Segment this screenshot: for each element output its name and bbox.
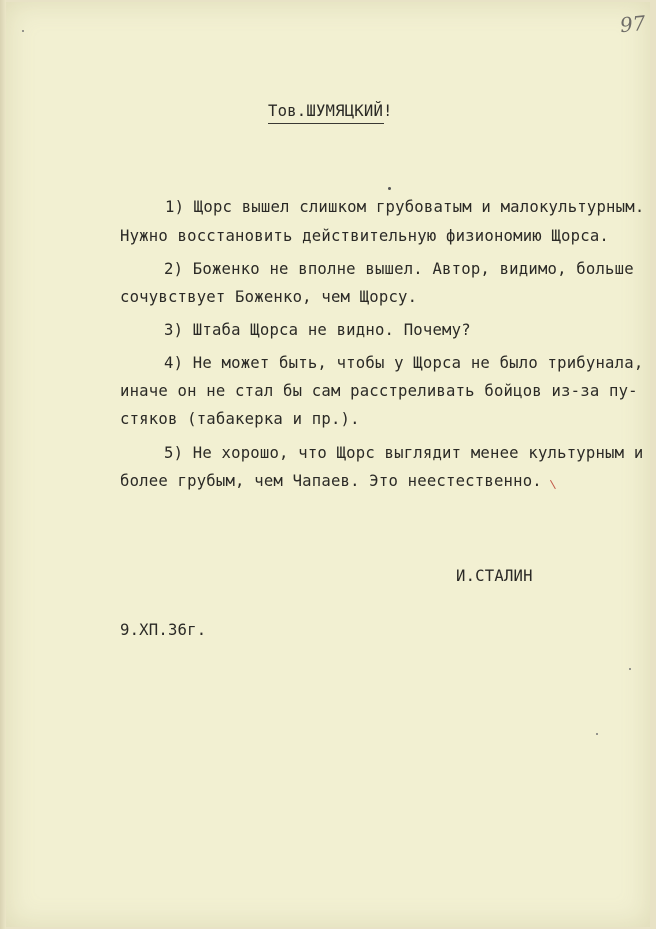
salutation: Тов.ШУМЯЦКИЙ! [268, 102, 393, 120]
point-1-line-2: Нужно восстановить действительную физиономию Щорса. [120, 227, 609, 245]
salutation-underline [268, 123, 384, 124]
point-5-line-2: более грубым, чем Чапаев. Это неестественно. [120, 472, 542, 490]
paper-speck [629, 668, 631, 670]
point-4-line-3: стяков (табакерка и пр.). [120, 410, 360, 428]
point-5-line-1: 5) Не хорошо, что Щорс выглядит менее культурным и [164, 444, 644, 462]
ink-dot [388, 187, 391, 190]
document-sheet [6, 2, 650, 927]
point-1-line-1: 1) Щорс вышел слишком грубоватым и малокультурным. [165, 198, 645, 216]
point-2-line-2: сочувствует Боженко, чем Щорсу. [120, 288, 418, 306]
paper-speck [596, 733, 598, 735]
signature: И.СТАЛИН [456, 567, 533, 585]
point-4-line-2: иначе он не стал бы сам расстреливать бойцов из-за пу- [120, 382, 638, 400]
paper-speck [22, 30, 24, 32]
point-3-line-1: 3) Штаба Щорса не видно. Почему? [164, 321, 471, 339]
point-4-line-1: 4) Не может быть, чтобы у Щорса не было трибунала, [164, 354, 644, 372]
page-number: 97 [618, 10, 647, 38]
point-2-line-1: 2) Боженко не вполне вышел. Автор, видимо, больше [164, 260, 634, 278]
date: 9.XП.36г. [120, 621, 207, 639]
